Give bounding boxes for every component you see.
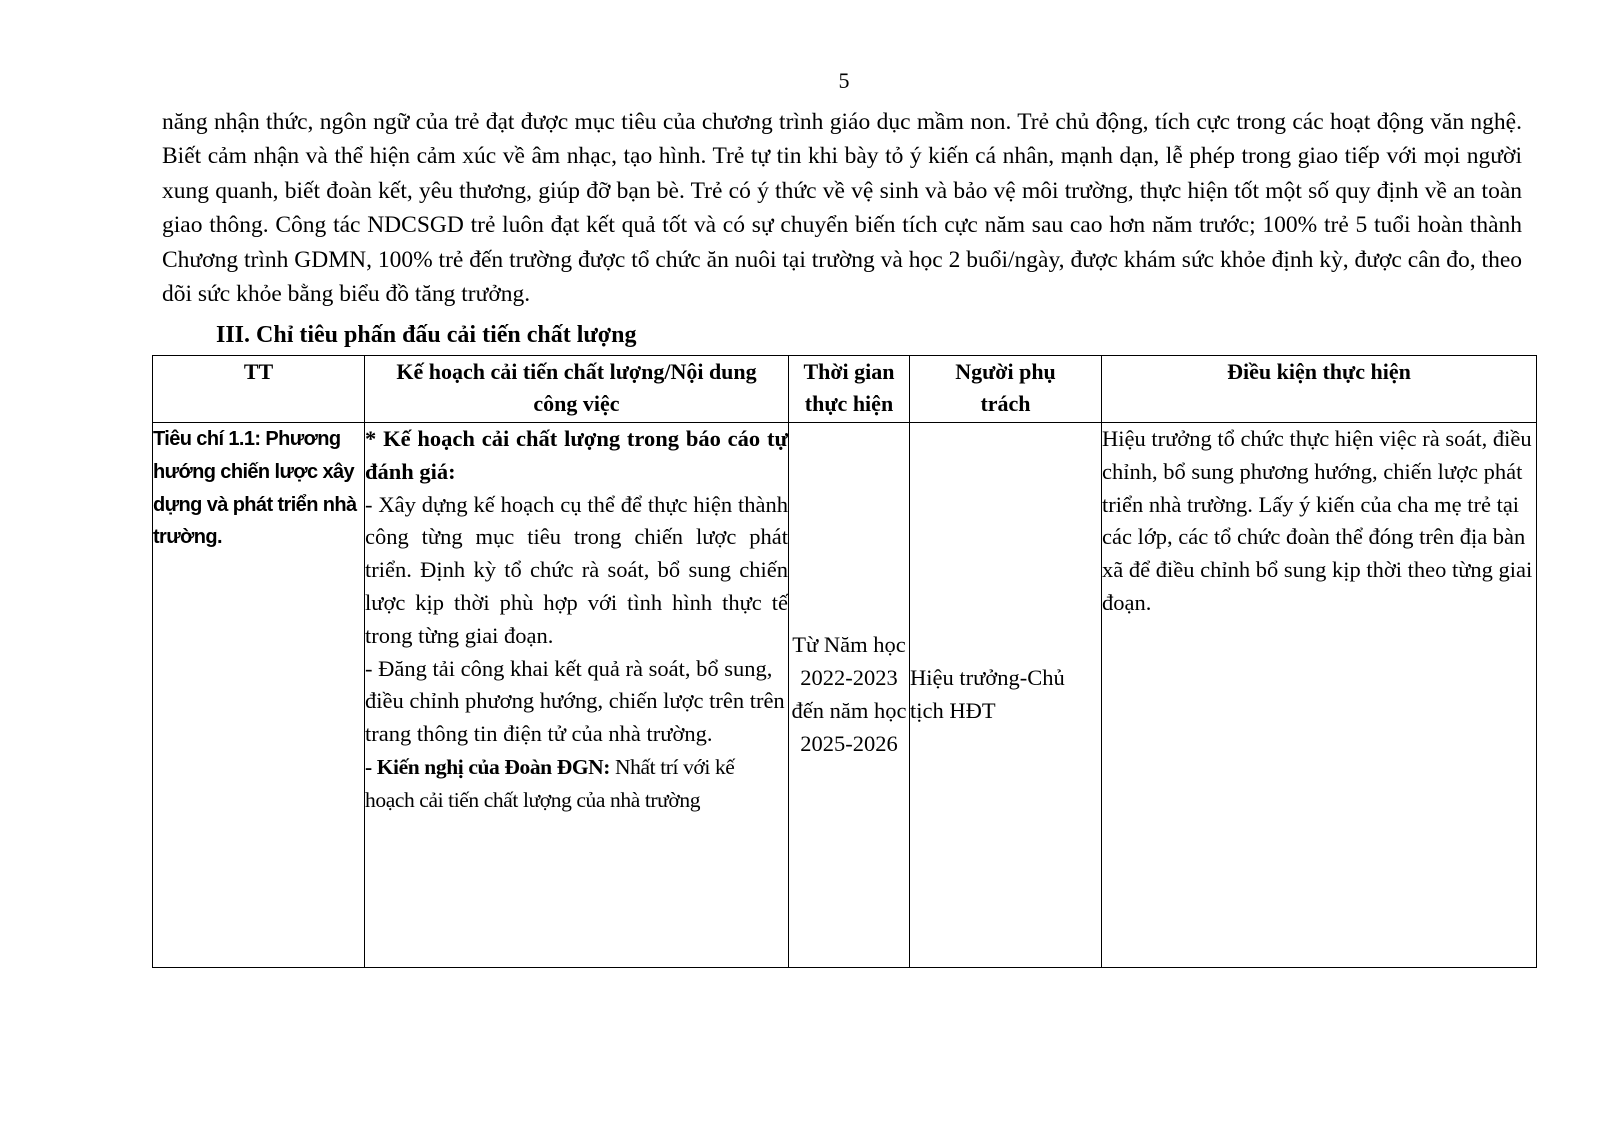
criteria-cell: Tiêu chí 1.1: Phương hướng chiến lược xây dựng và phát triển nhà trường. [153, 423, 365, 968]
plan-paragraph-2: - Đăng tải công khai kết quả rà soát, bổ sung, điều chỉnh phương hướng, chiến lược trên trên trang thông tin điện tử của nhà trường. [365, 655, 785, 747]
plan-cell [365, 423, 789, 968]
header-time: Thời gian thực hiện [789, 356, 910, 423]
page-number: 5 [838, 68, 850, 93]
plan-heading: * Kế hoạch cải chất lượng trong báo cáo tự đánh giá: [365, 426, 788, 484]
table-header-row [153, 356, 1537, 423]
recommendation-label: - Kiến nghị của Đoàn ĐGN: [365, 754, 611, 779]
recommendation-text: Nhất trí với kế hoạch cải tiến chất lượng của nhà trường [365, 754, 735, 812]
body-paragraph: năng nhận thức, ngôn ngữ của trẻ đạt được mục tiêu của chương trình giáo dục mầm non. Trẻ chủ động, tích cực trong các hoạt động văn nghệ. Biết cảm nhận và thể hiện cảm xúc về âm nhạc, tạo hình. Trẻ tự tin khi bày tỏ ý kiến cá nhân, mạnh dạn, lễ phép trong giao tiếp với mọi người xung quanh, biết đoàn kết, yêu thương, giúp đỡ bạn bè. Trẻ có ý thức về vệ sinh và bảo vệ môi trường, thực hiện tốt một số quy định về an toàn giao thông. Công tác NDCSGD trẻ luôn đạt kết quả tốt và có sự chuyển biến tích cực năm sau cao hơn năm trước; 100% trẻ 5 tuổi hoàn thành Chương trình GDMN, 100% trẻ đến trường được tổ chức ăn nuôi tại trường và học 2 buổi/ngày, được khám sức khỏe định kỳ, được cân đo, theo dõi sức khỏe bằng biểu đồ tăng trưởng. [162, 109, 1522, 308]
improvement-plan-table [152, 355, 1537, 968]
section-heading: III. Chỉ tiêu phấn đấu cải tiến chất lượng [216, 322, 637, 348]
conditions-cell: Hiệu trưởng tổ chức thực hiện việc rà soát, điều chỉnh, bổ sung phương hướng, chiến lược phát triển nhà trường. Lấy ý kiến của cha mẹ trẻ tại các lớp, các tổ chức đoàn thể đóng trên địa bàn xã để điều chỉnh bổ sung kịp thời theo từng giai đoạn. [1102, 423, 1537, 968]
time-cell: Từ Năm học 2022-2023 đến năm học 2025-2026 [789, 423, 910, 968]
plan-recommendation [365, 751, 788, 817]
header-plan: Kế hoạch cải tiến chất lượng/Nội dung công việc [365, 356, 789, 423]
header-conditions: Điều kiện thực hiện [1102, 356, 1537, 423]
plan-paragraph-1: - Xây dựng kế hoạch cụ thể để thực hiện thành công từng mục tiêu trong chiến lược phát triển. Định kỳ tổ chức rà soát, bổ sung chiến lược kịp thời phù hợp với tình hình thực tế trong từng giai đoạn. [365, 491, 788, 648]
person-cell: Hiệu trưởng-Chủ tịch HĐT [910, 423, 1102, 968]
header-tt: TT [153, 356, 365, 423]
table-row [153, 423, 1537, 968]
header-person: Người phụ trách [910, 356, 1102, 423]
